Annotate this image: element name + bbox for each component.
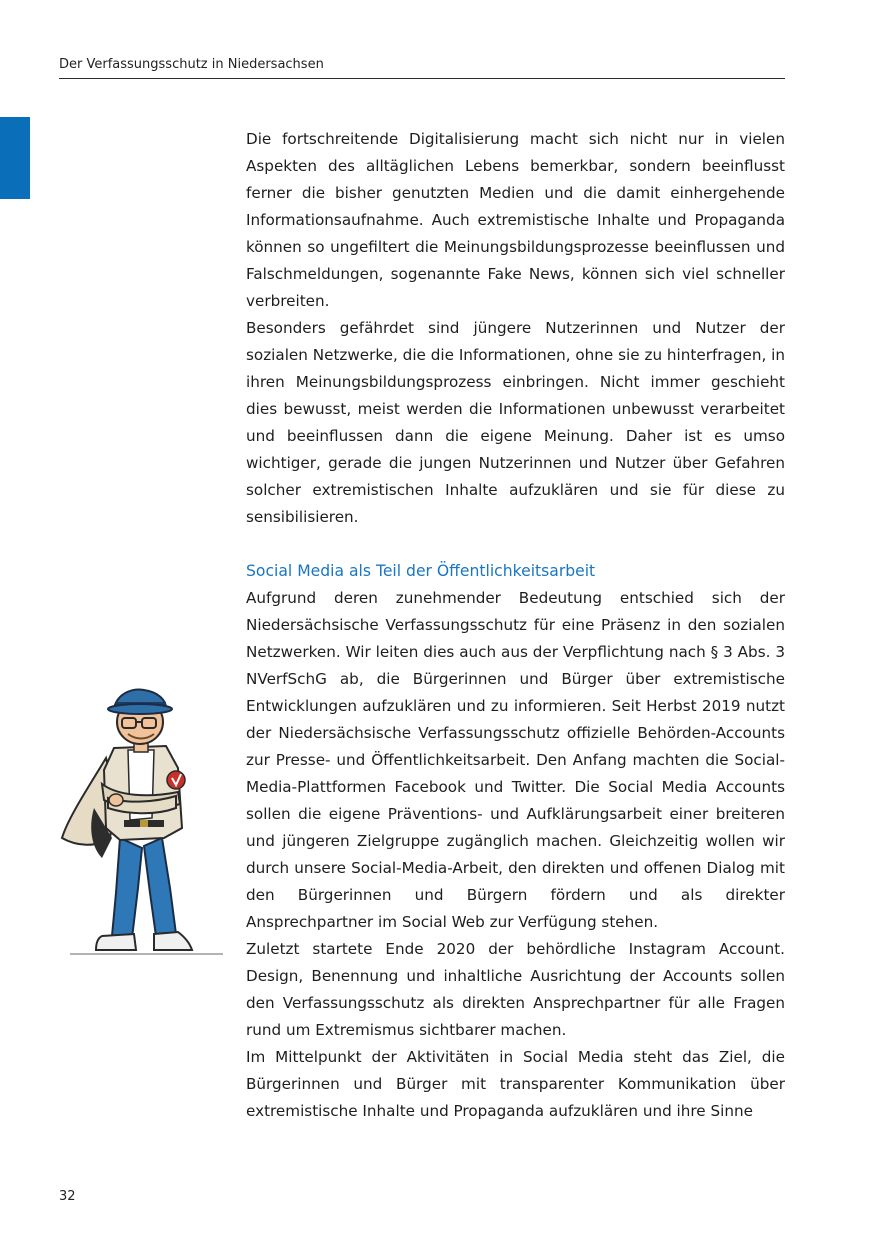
page-number: 32 bbox=[59, 1189, 76, 1204]
running-header bbox=[59, 56, 785, 79]
article-body bbox=[246, 126, 785, 1125]
paragraph-4: Zuletzt startete Ende 2020 der behördliche Instagram Account. Design, Benennung und inhaltliche Ausrichtung der Accounts sollen den Verfassungsschutz als direkten Ansprechpartner für alle Fragen rund um Extremismus sichtbarer machen. bbox=[246, 940, 785, 1039]
chapter-edge-tab bbox=[0, 117, 30, 199]
running-header-title: Der Verfassungsschutz in Niedersachsen bbox=[59, 57, 324, 72]
mascot-illustration bbox=[58, 688, 228, 958]
paragraph-1: Die fortschreitende Digitalisierung macht sich nicht nur in vielen Aspekten des alltäglichen Lebens bemerkbar, sondern beeinflusst ferner die bisher genutzten Medien und die damit einhergehende Informationsaufnahme. Auch extremistische Inhalte und Propaganda können so ungefiltert die Meinungsbildungsprozesse beeinflussen und Falschmeldungen, sogenannte Fake News, können sich viel schneller verbreiten. bbox=[246, 130, 785, 310]
paragraph-5: Im Mittelpunkt der Aktivitäten in Social Media steht das Ziel, die Bürgerinnen und Bürger mit transparenter Kommunikation über extremistische Inhalte und Propaganda aufzuklären und ihre Sinne bbox=[246, 1048, 785, 1120]
paragraph-2: Besonders gefährdet sind jüngere Nutzerinnen und Nutzer der sozialen Netzwerke, die die Informationen, ohne sie zu hinterfragen, in ihren Meinungsbildungsprozess einbringen. Nicht immer geschieht dies bewusst, meist werden die Informationen unbewusst verarbeitet und beeinflussen dann die eigene Meinung. Daher ist es umso wichtiger, gerade die jungen Nutzerinnen und Nutzer über Gefahren solcher extremistischen Inhalte aufzuklären und sie für diese zu sensibilisieren. bbox=[246, 319, 785, 526]
paragraph-3: Aufgrund deren zunehmender Bedeutung entschied sich der Niedersächsische Verfassungsschutz für eine Präsenz in den sozialen Netzwerken. Wir leiten dies auch aus der Verpflichtung nach § 3 Abs. 3 NVerfSchG ab, die Bürgerinnen und Bürger über extremistische Entwicklungen aufzuklären und zu informieren. Seit Herbst 2019 nutzt der Niedersächsische Verfassungsschutz offizielle Behörden-Accounts zur Presse- und Öffentlichkeitsarbeit. Den Anfang machten die Social-Media-Plattformen Facebook und Twitter. Die Social Media Accounts sollen die eigene Präventions- und Aufklärungsarbeit einer breiteren und jüngeren Zielgruppe zugänglich machen. Gleichzeitig wollen wir durch unsere Social-Media-Arbeit, den direkten und offenen Dialog mit den Bürgerinnen und Bürgern fördern und als direkter Ansprechpartner im Social Web zur Verfügung stehen. bbox=[246, 589, 785, 931]
section-heading: Social Media als Teil der Öffentlichkeitsarbeit bbox=[246, 562, 596, 580]
